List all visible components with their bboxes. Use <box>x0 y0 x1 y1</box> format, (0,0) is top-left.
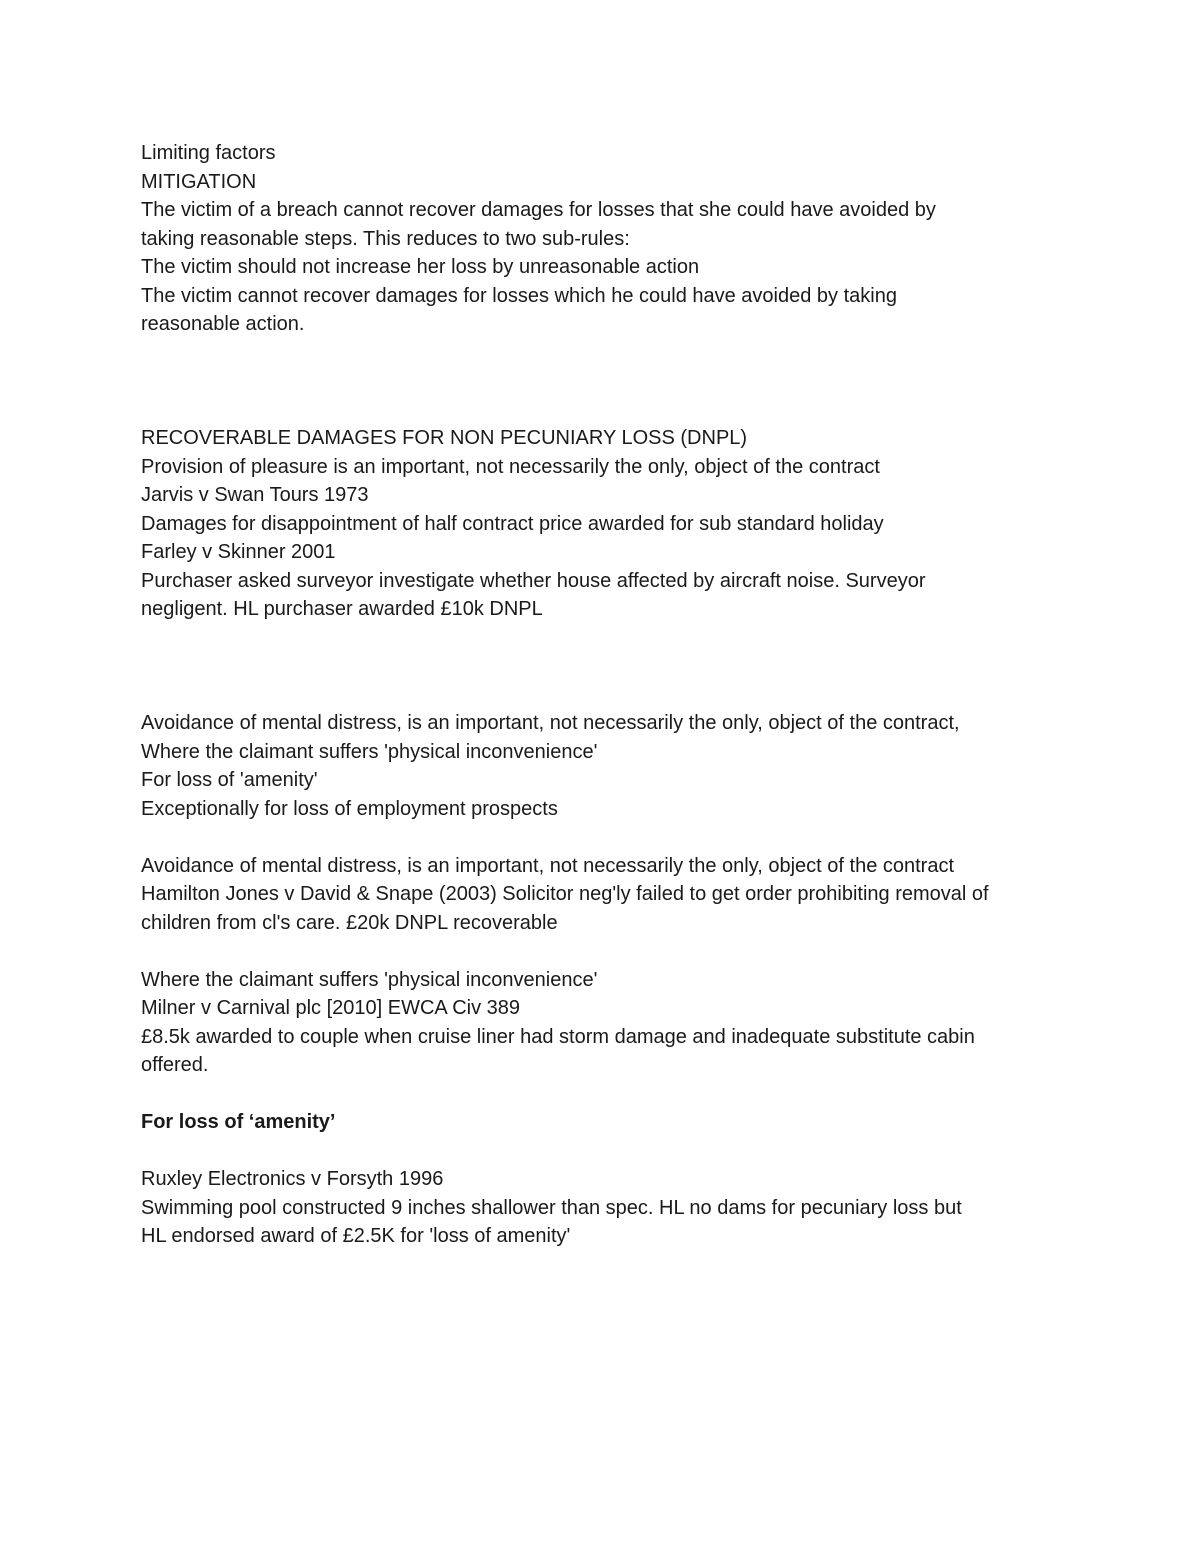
text-line: For loss of 'amenity' <box>141 769 318 791</box>
text-line: children from cl's care. £20k DNPL recoverable <box>141 911 558 934</box>
text-line: The victim cannot recover damages for losses which he could have avoided by taking <box>141 284 897 307</box>
spacer <box>141 339 1071 425</box>
spacer <box>141 937 1071 966</box>
spacer <box>141 624 1071 710</box>
case-name: Farley v Skinner 2001 <box>141 541 336 563</box>
case-name: Hamilton Jones v David & Snape (2003) Solicitor neg'ly failed to get order prohibiting removal of <box>141 883 989 905</box>
text-line: Provision of pleasure is an important, not necessarily the only, object of the contract <box>141 455 880 478</box>
text-line: Damages for disappointment of half contract price awarded for sub standard holiday <box>141 512 884 535</box>
document-page <box>141 139 1071 1251</box>
text-line: Avoidance of mental distress, is an important, not necessarily the only, object of the contract, <box>141 712 960 734</box>
text-line: The victim should not increase her loss by unreasonable action <box>141 256 700 278</box>
text-line: Purchaser asked surveyor investigate whether house affected by aircraft noise. Surveyor <box>141 569 926 592</box>
text-line: reasonable action. <box>141 313 305 335</box>
case-name: Jarvis v Swan Tours 1973 <box>141 484 369 506</box>
text-line: Where the claimant suffers 'physical inconvenience' <box>141 740 598 763</box>
case-name: Milner v Carnival plc [2010] EWCA Civ 389 <box>141 997 521 1019</box>
text-line: £8.5k awarded to couple when cruise liner had storm damage and inadequate substitute cabin <box>141 1025 975 1048</box>
spacer <box>141 1137 1071 1166</box>
case-name: Ruxley Electronics v Forsyth 1996 <box>141 1168 444 1190</box>
dnpl-heading: RECOVERABLE DAMAGES FOR NON PECUNIARY LOSS (DNPL) <box>141 427 748 449</box>
text-line: The victim of a breach cannot recover damages for losses that she could have avoided by <box>141 199 936 221</box>
text-line: taking reasonable steps. This reduces to two sub-rules: <box>141 227 630 250</box>
mitigation-heading: MITIGATION <box>141 170 257 193</box>
spacer <box>141 1080 1071 1109</box>
text-line: HL endorsed award of £2.5K for 'loss of amenity' <box>141 1225 571 1247</box>
text-line: Swimming pool constructed 9 inches shallower than spec. HL no dams for pecuniary loss but <box>141 1196 962 1219</box>
text-line: Where the claimant suffers 'physical inconvenience' <box>141 968 598 991</box>
limiting-factors-heading: Limiting factors <box>141 142 276 164</box>
text-line: Exceptionally for loss of employment prospects <box>141 797 558 820</box>
amenity-heading: For loss of ‘amenity’ <box>141 1111 336 1133</box>
text-line: offered. <box>141 1054 209 1076</box>
text-line: Avoidance of mental distress, is an important, not necessarily the only, object of the contract <box>141 854 955 877</box>
text-line: negligent. HL purchaser awarded £10k DNPL <box>141 598 543 620</box>
spacer <box>141 823 1071 852</box>
